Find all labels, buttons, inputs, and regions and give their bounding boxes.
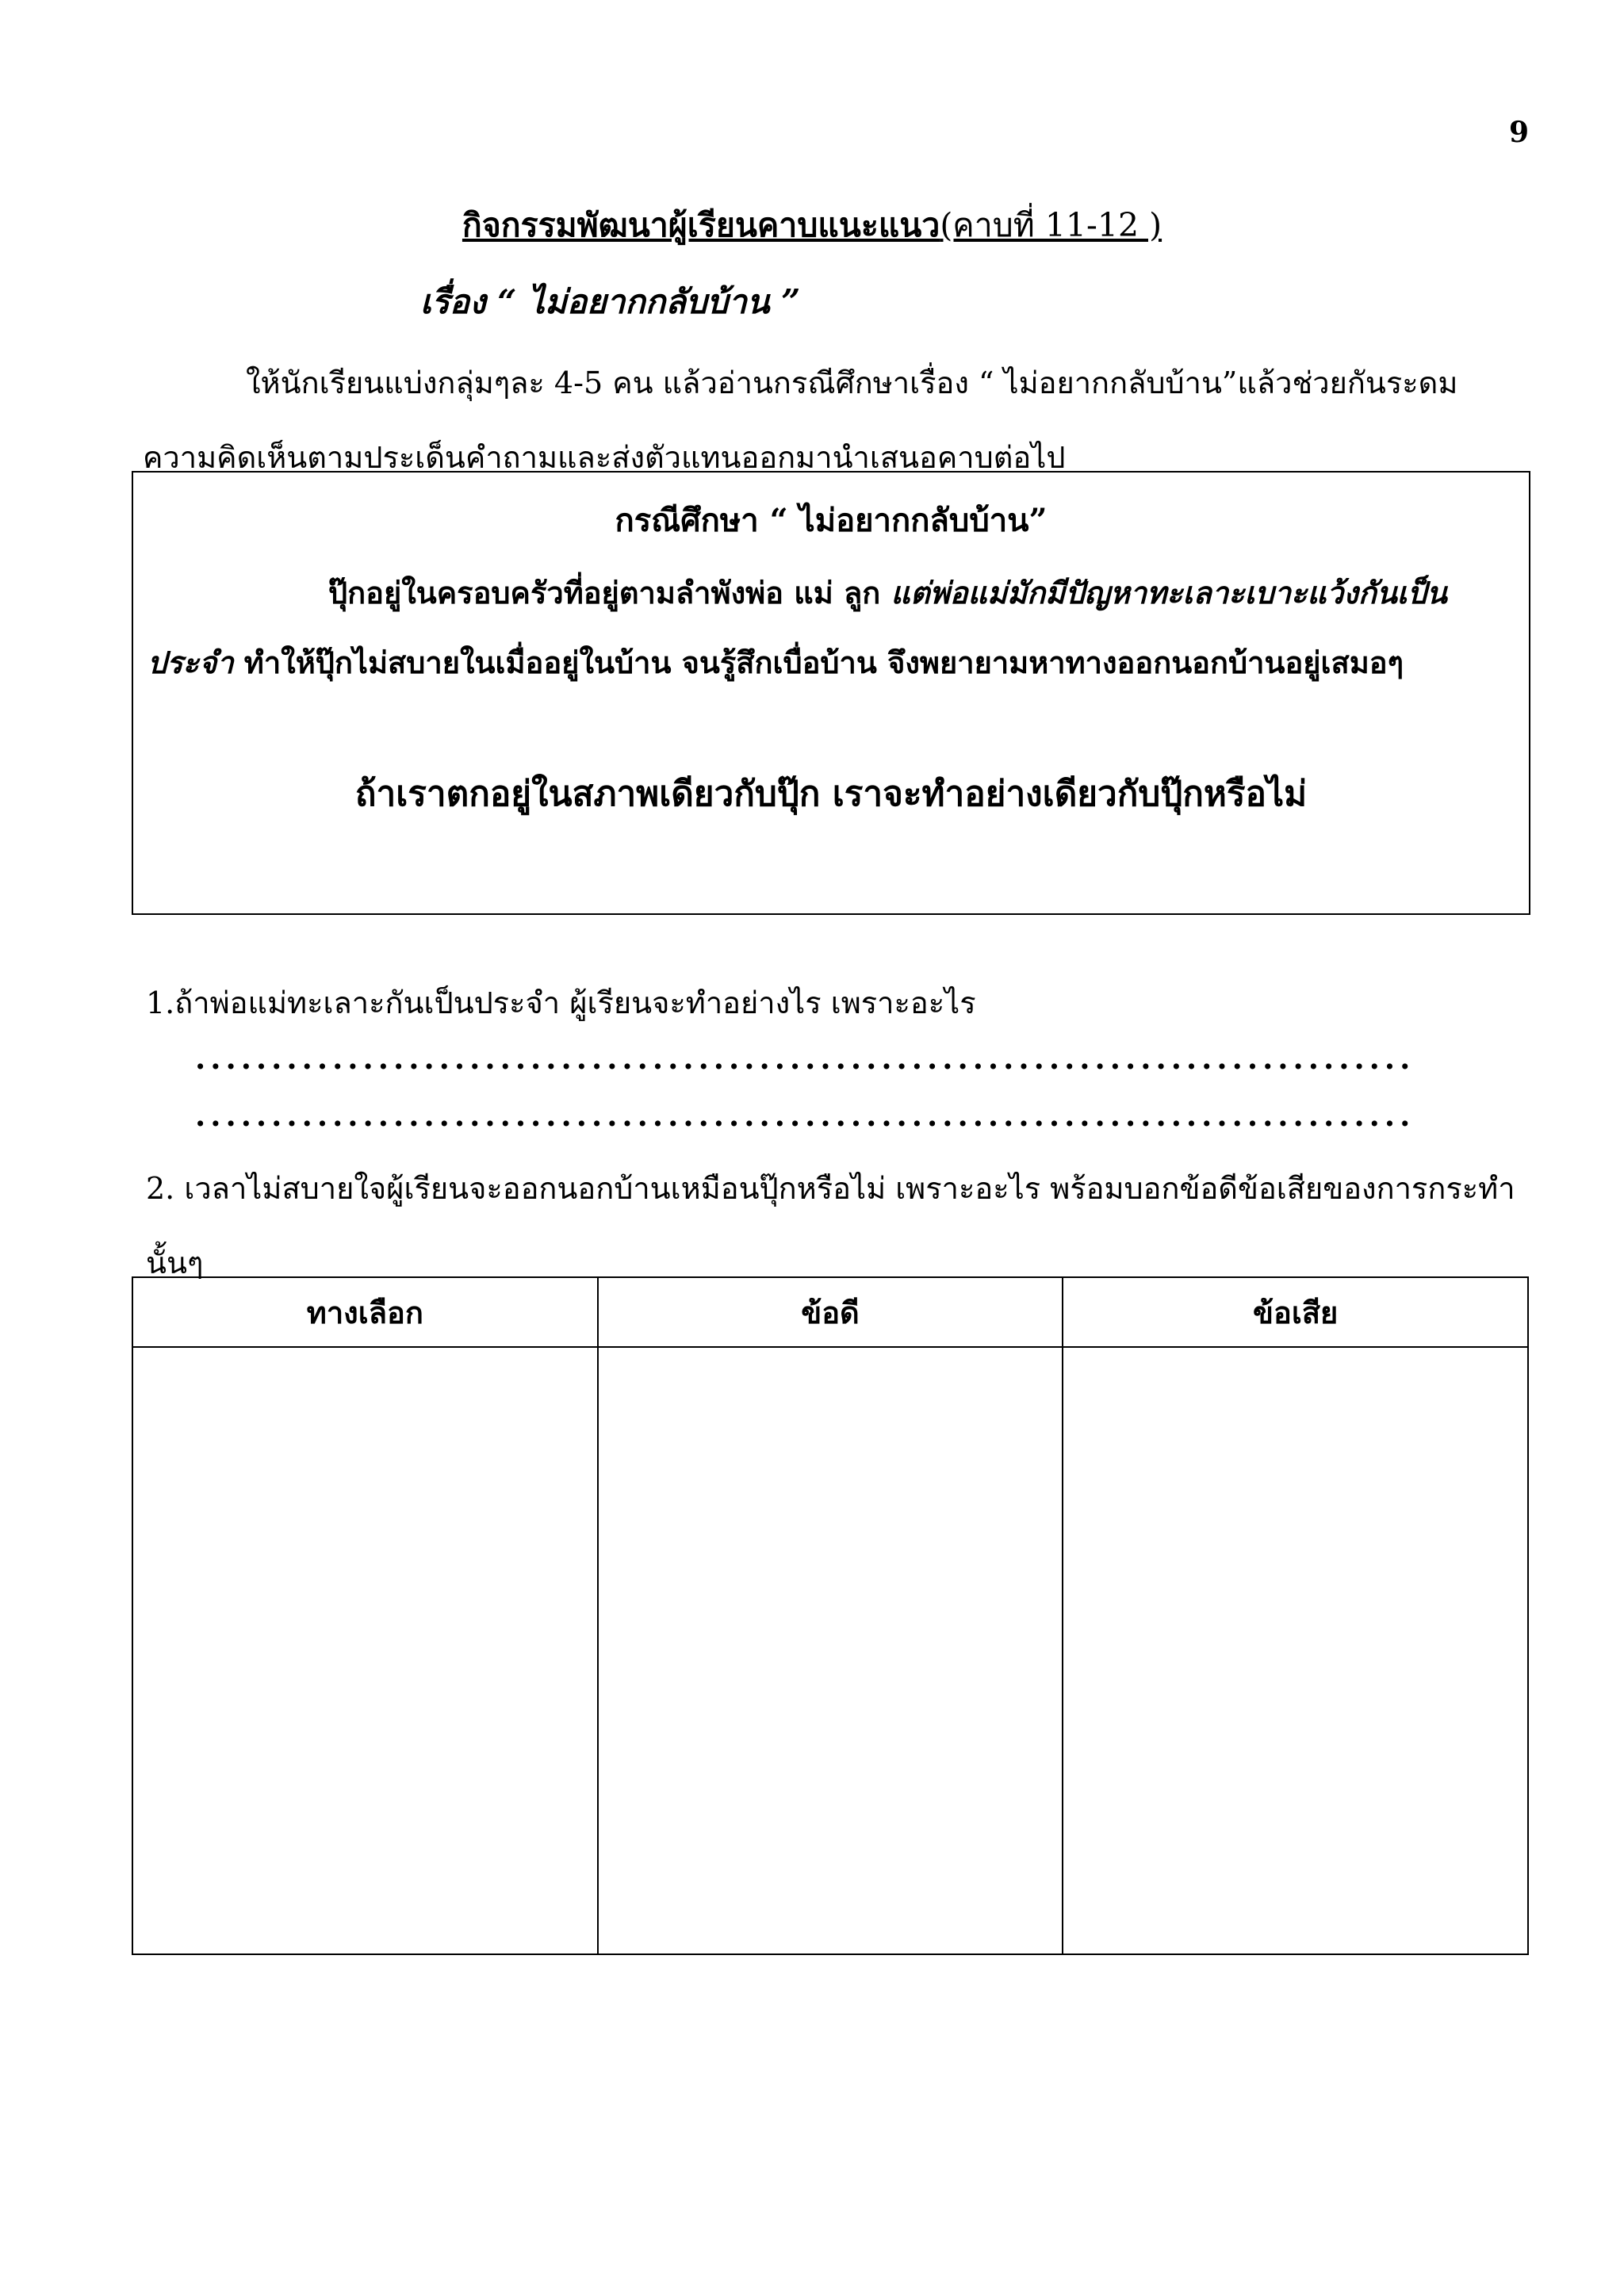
- answer-line-2[interactable]: ................................................................................: [195, 1097, 1415, 1133]
- cell-advantages[interactable]: [598, 1347, 1063, 1954]
- page-number: 9: [1508, 116, 1529, 149]
- cell-disadvantages[interactable]: [1063, 1347, 1528, 1954]
- case-study-body: [147, 558, 1508, 698]
- cell-choice[interactable]: [132, 1347, 598, 1954]
- title-period: (คาบที่ 11-12 ): [940, 206, 1162, 244]
- question-2: 2. เวลาไม่สบายใจผู้เรียนจะออกนอกบ้านเหมือนปุ๊กหรือไม่ เพราะอะไร พร้อมบอกข้อดีข้อเสียของการกระทำนั้นๆ: [146, 1171, 1515, 1280]
- case-body-italic: แต่พ่อแม่มักมีปัญหาทะเลาะเบาะแว้งกันเป็นประจำ: [147, 575, 1447, 680]
- case-study-title: กรณีศึกษา “ ไม่อยากกลับบ้าน”: [615, 502, 1048, 539]
- page-title: [0, 200, 1624, 251]
- case-body-part1: ปุ๊กอยู่ในครอบครัวที่อยู่ตามลำพังพ่อ แม่ ลูก: [328, 575, 891, 610]
- subtitle: เรื่อง “ ไม่อยากกลับบ้าน ”: [420, 282, 801, 321]
- options-table: [132, 1276, 1529, 1955]
- header-disadvantages: ข้อเสีย: [1063, 1277, 1528, 1347]
- case-study-question: ถ้าเราตกอยู่ในสภาพเดียวกับปุ๊ก เราจะทำอย่างเดียวกับปุ๊กหรือไม่: [354, 774, 1308, 814]
- header-advantages: ข้อดี: [598, 1277, 1063, 1347]
- answer-line-1[interactable]: ................................................................................: [195, 1040, 1415, 1076]
- header-choice: ทางเลือก: [132, 1277, 598, 1347]
- case-study-box: [132, 471, 1530, 915]
- table-row: [132, 1347, 1528, 1954]
- title-main: กิจกรรมพัฒนาผู้เรียนคาบแนะแนว: [462, 206, 940, 244]
- case-body-part2: ทำให้ปุ๊กไม่สบายในเมื่ออยู่ในบ้าน จนรู้สึกเบื่อบ้าน จึงพยายามหาทางออกนอกบ้านอยู่เสมอๆ: [233, 645, 1404, 680]
- table-header-row: [132, 1277, 1528, 1347]
- instruction-text: ให้นักเรียนแบ่งกลุ่มๆละ 4-5 คน แล้วอ่านกรณีศึกษาเรื่อง “ ไม่อยากกลับบ้าน”แล้วช่วยกันระดมความคิดเห็นตามประเด็นคำถามและส่งตัวแทนออกมานำเสนอคาบต่อไป: [143, 365, 1458, 475]
- question-1: 1.ถ้าพ่อแม่ทะเลาะกันเป็นประจำ ผู้เรียนจะทำอย่างไร เพราะอะไร: [146, 985, 976, 1020]
